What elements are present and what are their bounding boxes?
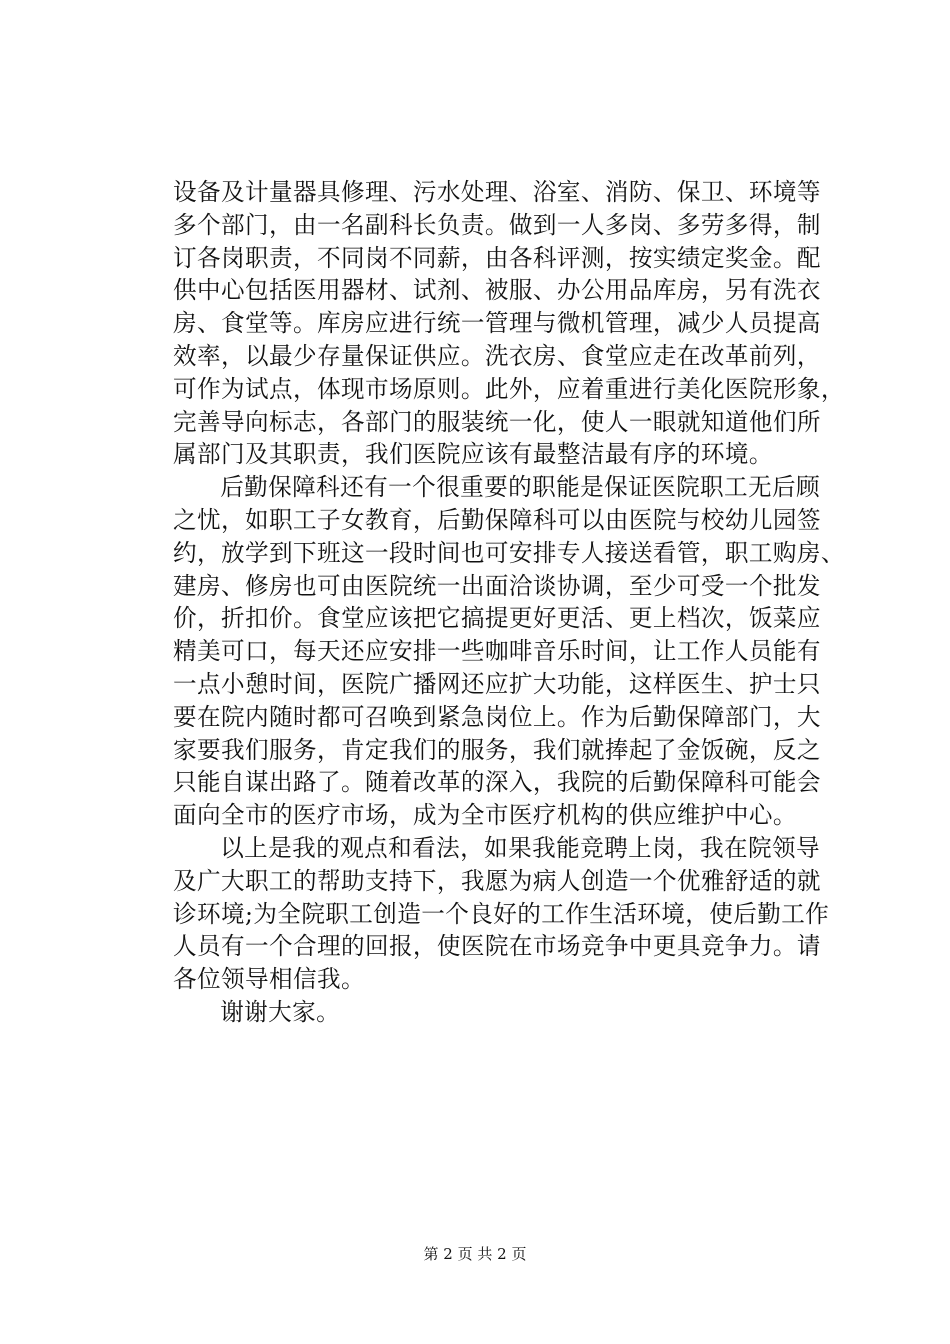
text-line: 各位领导相信我。 bbox=[173, 965, 365, 994]
text-line: 可作为试点，体现市场原则。此外，应着重进行美化医院形象， bbox=[173, 374, 845, 403]
text-line: 效率，以最少存量保证供应。洗衣房、食堂应走在改革前列， bbox=[173, 341, 821, 370]
text-line: 家要我们服务，肯定我们的服务，我们就捧起了金饭碗，反之 bbox=[173, 735, 821, 764]
text-line: 精美可口，每天还应安排一些咖啡音乐时间，让工作人员能有 bbox=[173, 637, 821, 666]
paragraph-first-line: 后勤保障科还有一个很重要的职能是保证医院职工无后顾 bbox=[220, 473, 821, 502]
text-line: 完善导向标志，各部门的服装统一化，使人一眼就知道他们所 bbox=[173, 407, 821, 436]
text-line: 价，折扣价。食堂应该把它搞提更好更活、更上档次，饭菜应 bbox=[173, 604, 821, 633]
text-line: 之忧，如职工子女教育，后勤保障科可以由医院与校幼儿园签 bbox=[173, 505, 821, 534]
text-line: 供中心包括医用器材、试剂、被服、办公用品库房，另有洗衣 bbox=[173, 276, 821, 305]
text-line: 建房、修房也可由医院统一出面洽谈协调，至少可受一个批发 bbox=[173, 571, 821, 600]
document-body bbox=[173, 176, 863, 1029]
text-line: 诊环境;为全院职工创造一个良好的工作生活环境，使后勤工作 bbox=[173, 899, 830, 928]
text-line: 房、食堂等。库房应进行统一管理与微机管理，减少人员提高 bbox=[173, 309, 821, 338]
text-line: 属部门及其职责，我们医院应该有最整洁最有序的环境。 bbox=[173, 440, 773, 469]
text-line: 人员有一个合理的回报，使医院在市场竞争中更具竞争力。请 bbox=[173, 932, 821, 961]
text-line: 要在院内随时都可召唤到紧急岗位上。作为后勤保障部门，大 bbox=[173, 702, 821, 731]
text-line: 及广大职工的帮助支持下，我愿为病人创造一个优雅舒适的就 bbox=[173, 866, 821, 895]
page-number-footer: 第 2 页 共 2 页 bbox=[423, 1245, 527, 1263]
text-line: 多个部门，由一名副科长负责。做到一人多岗、多劳多得，制 bbox=[173, 210, 821, 239]
text-line: 一点小憩时间，医院广播网还应扩大功能，这样医生、护士只 bbox=[173, 669, 821, 698]
closing-line: 谢谢大家。 bbox=[220, 997, 341, 1026]
text-line: 面向全市的医疗市场，成为全市医疗机构的供应维护中心。 bbox=[173, 801, 797, 830]
text-line: 约，放学到下班这一段时间也可安排专人接送看管，职工购房、 bbox=[173, 538, 845, 567]
text-line: 设备及计量器具修理、污水处理、浴室、消防、保卫、环境等 bbox=[173, 178, 821, 206]
paragraph-first-line: 以上是我的观点和看法，如果我能竞聘上岗，我在院领导 bbox=[220, 833, 821, 862]
text-line: 订各岗职责，不同岗不同薪，由各科评测，按实绩定奖金。配 bbox=[173, 243, 821, 272]
text-line: 只能自谋出路了。随着改革的深入，我院的后勤保障科可能会 bbox=[173, 768, 821, 797]
